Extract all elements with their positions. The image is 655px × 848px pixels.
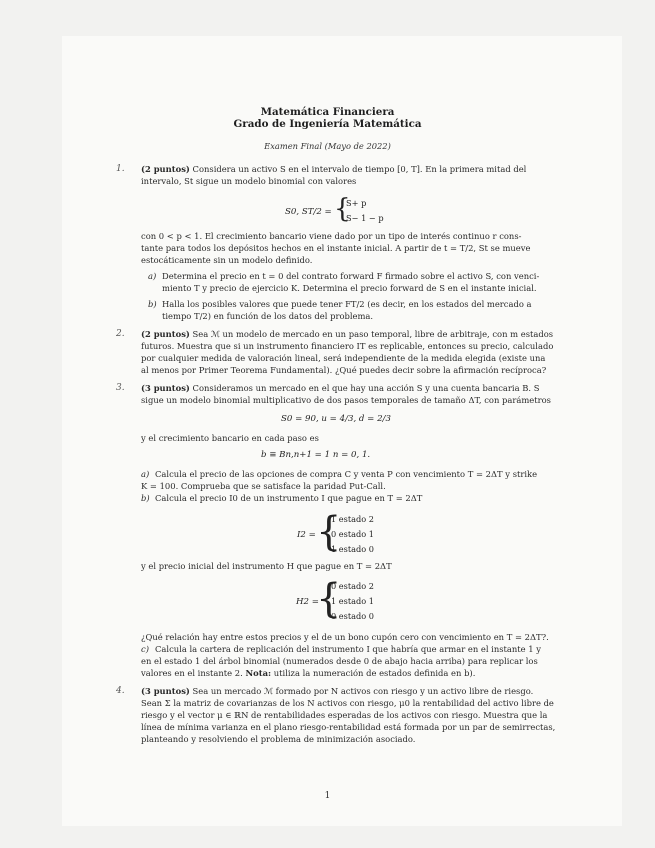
problem-2-line-4: al menos por Primer Teorema Fundamental). ¿Qué puedes decir sobre la afirmación recíproca?	[141, 365, 547, 375]
problem-3c-text: valores en el instante 2.	[141, 668, 243, 678]
problem-3-line-3: y el crecimiento bancario en cada paso es	[141, 433, 319, 443]
problem-3a-line-1: Calcula el precio de las opciones de compra C y venta P con vencimiento T = 2ΔT y strike	[155, 469, 538, 479]
problem-3-points: (3 puntos)	[141, 383, 190, 393]
problem-3c-label: c)	[141, 644, 149, 654]
problem-1-text: Considera un activo S en el intervalo de tiempo [0, T]. En la primera mitad del	[192, 164, 527, 174]
problem-2-points: (2 puntos)	[141, 329, 190, 339]
problem-3c-note: utiliza la numeración de estados definida en b).	[273, 668, 476, 678]
problem-1b-line-2: tiempo T/2) en función de los datos del problema.	[162, 311, 374, 321]
problem-3c-note-label: Nota:	[245, 668, 272, 678]
problem-1-case-up: S+ p	[346, 198, 367, 208]
problem-1a-line-1: Determina el precio en t = 0 del contrato forward F firmado sobre el activo S, con venci-	[162, 271, 540, 281]
problem-4-line-1	[141, 686, 533, 697]
problem-2-line-3: por cualquier medida de valoración lineal, será independiente de la medida elegida (existe una	[141, 353, 546, 363]
payoff-h-lhs: H2 =	[296, 597, 319, 607]
problem-1-number: 1.	[116, 164, 125, 174]
problem-3c-line-1: Calcula la cartera de replicación del instrumento I que habría que armar en el instante 1 y	[155, 644, 541, 654]
problem-3-parameters: S0 = 90, u = 4/3, d = 2/3	[281, 414, 391, 424]
problem-1-line-3: con 0 < p < 1. El crecimiento bancario viene dado por un tipo de interés continuo r cons-	[141, 231, 522, 241]
problem-2-line-1	[141, 329, 553, 340]
problem-3-text: Consideramos un mercado en el que hay una acción S y una cuenta bancaria B. S	[192, 383, 540, 393]
problem-4-line-5: planteando y resolviendo el problema de minimización asociado.	[141, 734, 416, 744]
problem-4-line-3: riesgo y el vector μ ∈ ℝN de rentabilidades esperadas de los activos con riesgo. Muestra que la	[141, 710, 548, 720]
problem-1-line-1	[141, 164, 526, 175]
problem-1-equation-lhs: S0, ST/2 =	[285, 207, 332, 217]
problem-3b-label: b)	[141, 493, 150, 503]
problem-3c-line-3	[141, 668, 475, 679]
problem-1-line-5: estocáticamente sin un modelo definido.	[141, 255, 313, 265]
problem-1-points: (2 puntos)	[141, 164, 190, 174]
payoff-h-state-0: 0 estado 0	[331, 611, 375, 621]
payoff-h-brace: {	[316, 576, 342, 622]
problem-1b-label: b)	[148, 299, 157, 309]
exam-subtitle: Examen Final (Mayo de 2022)	[264, 141, 391, 151]
problem-3-number: 3.	[116, 383, 125, 393]
payoff-i-state-2: 1 estado 2	[331, 514, 375, 524]
payoff-h-state-2: 0 estado 2	[331, 581, 375, 591]
problem-3-line-5: ¿Qué relación hay entre estos precios y el de un bono cupón cero con vencimiento en T = 2ΔT?.	[141, 632, 549, 642]
problem-2-line-2: futuros. Muestra que si un instrumento financiero IT es replicable, entonces su precio, calculado	[141, 341, 554, 351]
payoff-i-lhs: I2 =	[297, 530, 316, 540]
problem-4-number: 4.	[116, 686, 125, 696]
problem-1b-line-1: Halla los posibles valores que puede tener FT/2 (es decir, en los estados del mercado a	[162, 299, 532, 309]
problem-1-line-4: tante para todos los depósitos hechos en el instante inicial. A partir de t = T/2, St se mueve	[141, 243, 531, 253]
problem-4-line-2: Sean Σ la matriz de covarianzas de los N activos con riesgo, μ0 la rentabilidad del activo libre de	[141, 698, 554, 708]
payoff-h-state-1: 1 estado 1	[331, 596, 375, 606]
problem-3a-label: a)	[141, 469, 150, 479]
problem-2-text: Sea ℳ un modelo de mercado en un paso temporal, libre de arbitraje, con m estados	[192, 329, 554, 339]
problem-3-bank-growth: b ≡ Bn,n+1 = 1 n = 0, 1.	[261, 450, 371, 460]
payoff-i-brace: {	[316, 509, 342, 555]
problem-4-text: Sea un mercado ℳ formado por N activos con riesgo y un activo libre de riesgo.	[192, 686, 534, 696]
problem-4-points: (3 puntos)	[141, 686, 190, 696]
problem-4-line-4: línea de mínima varianza en el plano riesgo-rentabilidad está formada por un par de semirrectas,	[141, 722, 556, 732]
problem-3-line-1	[141, 383, 539, 394]
problem-3a-line-2: K = 100. Comprueba que se satisface la paridad Put-Call.	[141, 481, 386, 491]
problem-1-brace: {	[334, 194, 351, 224]
problem-3-line-4: y el precio inicial del instrumento H que pague en T = 2ΔT	[141, 561, 392, 571]
problem-3b-line-1: Calcula el precio I0 de un instrumento I que pague en T = 2ΔT	[155, 493, 423, 503]
problem-3-line-2: sigue un modelo binomial multiplicativo de dos pasos temporales de tamaño ΔT, con parámetros	[141, 395, 551, 405]
course-title: Matemática Financiera	[260, 106, 395, 118]
payoff-i-state-0: 1 estado 0	[331, 544, 375, 554]
problem-1a-line-2: miento T y precio de ejercicio K. Determina el precio forward de S en el instante inicial.	[162, 283, 537, 293]
problem-3c-line-2: en el estado 1 del árbol binomial (numerados desde 0 de abajo hacia arriba) para replicar los	[141, 656, 538, 666]
payoff-i-state-1: 0 estado 1	[331, 529, 375, 539]
degree-title: Grado de Ingeniería Matemática	[233, 118, 422, 130]
problem-2-number: 2.	[116, 329, 125, 339]
page-number: 1	[324, 791, 331, 801]
problem-1a-label: a)	[148, 271, 157, 281]
problem-1-line-2: intervalo, St sigue un modelo binomial con valores	[141, 176, 357, 186]
problem-1-case-down: S− 1 − p	[346, 213, 384, 223]
